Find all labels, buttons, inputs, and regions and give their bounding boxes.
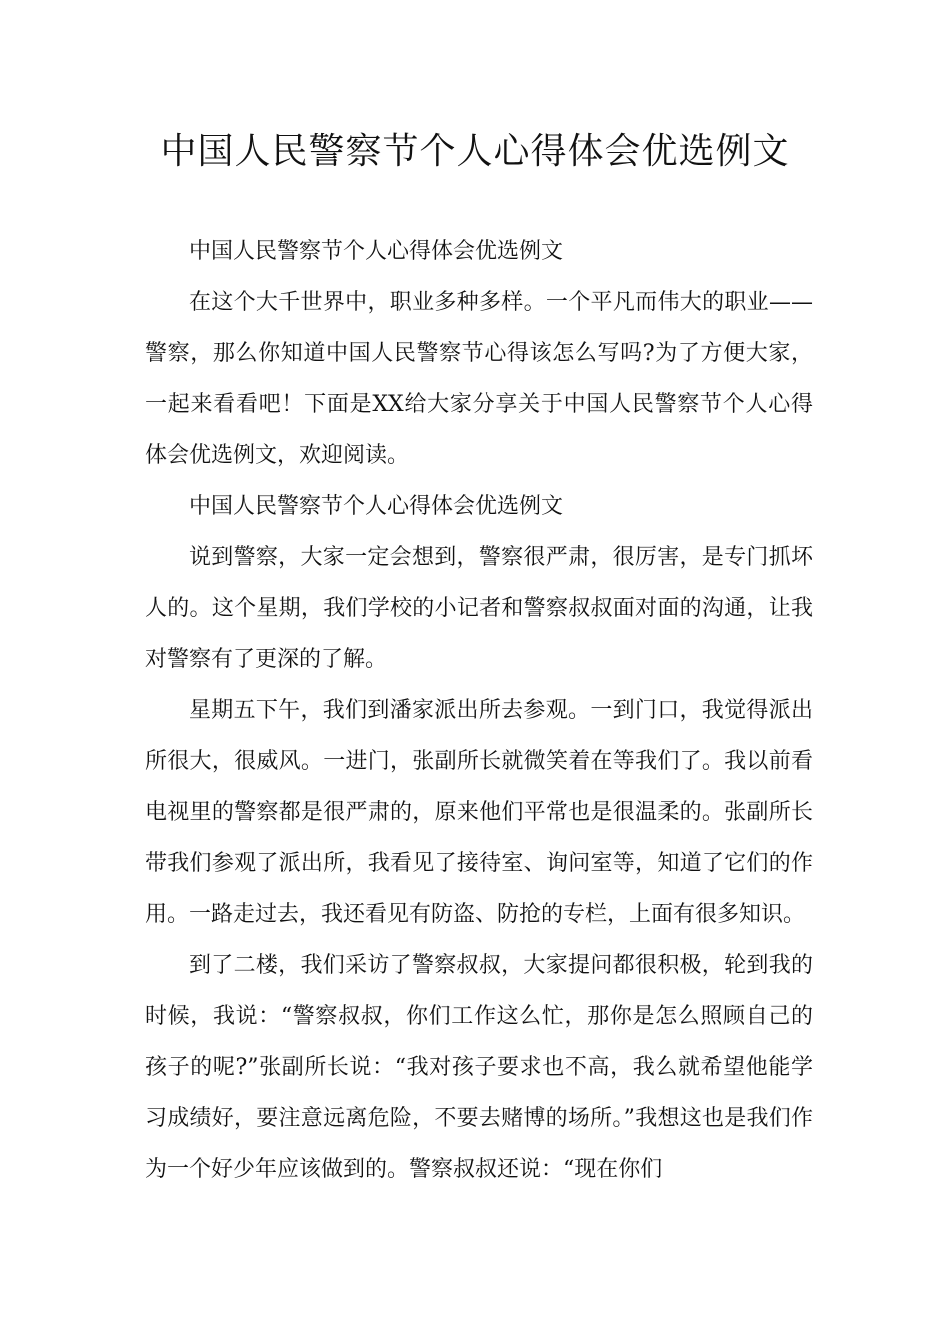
paragraph-subtitle: 中国人民警察节个人心得体会优选例文: [189, 239, 564, 264]
paragraph-body: 说到警察，大家一定会想到，警察很严肃，很厉害，是专门抓坏人的。这个星期，我们学校的小记者和警察叔叔面对面的沟通，让我对警察有了更深的了解。: [145, 545, 813, 672]
document-body: [145, 226, 813, 1195]
paragraph-body: 到了二楼，我们采访了警察叔叔，大家提问都很积极，轮到我的时候，我说：“警察叔叔，你们工作这么忙，那你是怎么照顾自己的孩子的呢?”张副所长说：“我对孩子要求也不高，我么就希望他能学习成绩好，要注意远离危险，不要去赌博的场所。”我想这也是我们作为一个好少年应该做到的。警察叔叔还说：“现在你们: [145, 953, 813, 1182]
paragraph-subtitle-2: 中国人民警察节个人心得体会优选例文: [189, 494, 564, 519]
paragraph-intro: 在这个大千世界中，职业多种多样。一个平凡而伟大的职业——警察，那么你知道中国人民警察节心得该怎么写吗?为了方便大家，一起来看看吧！下面是XX给大家分享关于中国人民警察节个人心得体会优选例文，欢迎阅读。: [145, 290, 813, 468]
document-title: 中国人民警察节个人心得体会优选例文: [160, 131, 790, 172]
paragraph-body: 星期五下午，我们到潘家派出所去参观。一到门口，我觉得派出所很大，很威风。一进门，张副所长就微笑着在等我们了。我以前看电视里的警察都是很严肃的，原来他们平常也是很温柔的。张副所长带我们参观了派出所，我看见了接待室、询问室等，知道了它们的作用。一路走过去，我还看见有防盗、防抢的专栏，上面有很多知识。: [145, 698, 813, 927]
